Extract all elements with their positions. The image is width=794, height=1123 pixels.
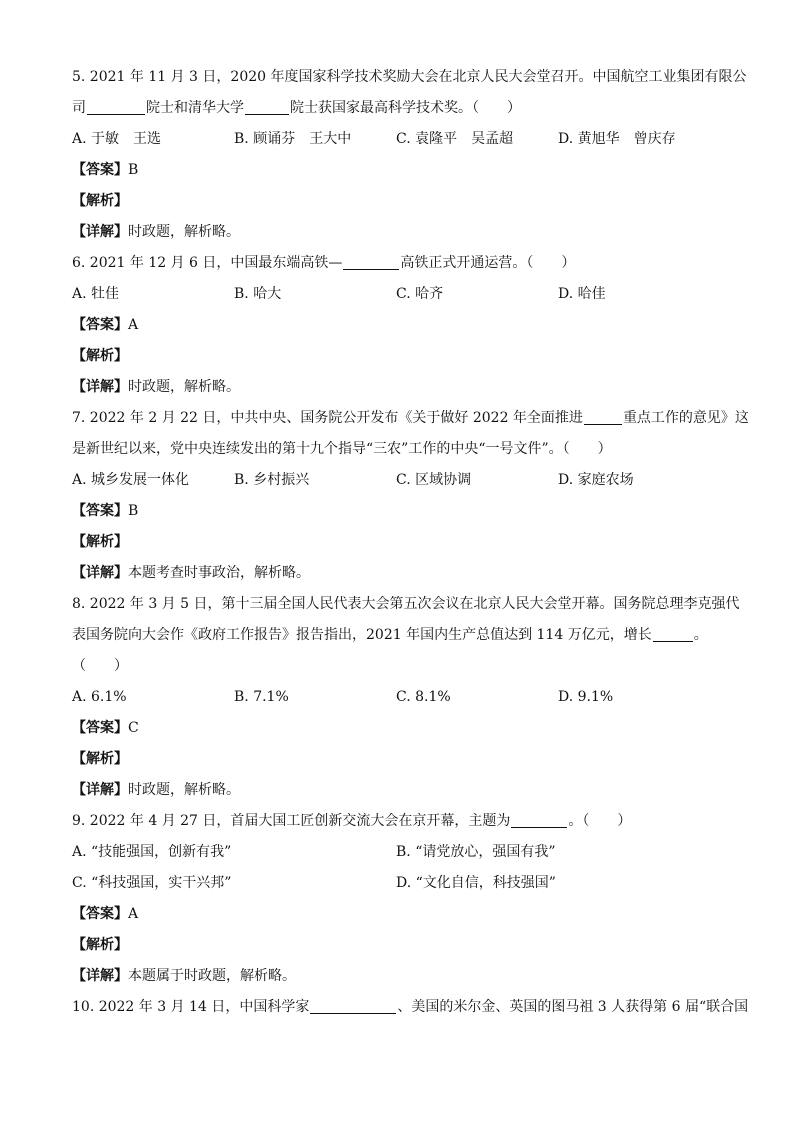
question-8-line-1: 8. 2022 年 3 月 5 日，第十三届全国人民代表大会第五次会议在北京人民大会堂开幕。国务院总理李克强代 (72, 596, 740, 612)
option-c: C. 袁隆平 吴孟超 (396, 131, 514, 147)
analysis-line: 【解析】 (72, 193, 128, 209)
option-d: D. 黄旭华 曾庆存 (558, 131, 676, 147)
question-9-options-row-1 (72, 837, 724, 868)
question-5-line-1: 5. 2021 年 11 月 3 日，2020 年度国家科学技术奖励大会在北京人民大会堂召开。中国航空工业集团有限公 (72, 69, 747, 85)
document-page (72, 62, 749, 1023)
blank (310, 997, 396, 1014)
option-a: A. 牡佳 (72, 286, 120, 302)
analysis-line: 【解析】 (72, 937, 128, 953)
analysis-line: 【解析】 (72, 534, 128, 550)
option-b: B. “请党放心，强国有我” (396, 844, 556, 860)
question-7-line-1: 7. 2022 年 2 月 22 日，中共中央、国务院公开发布《关于做好 2022 年全面推进 重点工作的意见》这 (72, 410, 749, 426)
question-8-line-2: 表国务院向大会作《政府工作报告》报告指出，2021 年国内生产总值达到 114 万亿元，增长 。 (72, 627, 708, 643)
blank (653, 625, 693, 642)
option-d: D. 哈佳 (558, 286, 606, 302)
option-b: B. 7.1% (234, 689, 289, 705)
detail-line: 【详解】时政题，解析略。 (72, 782, 240, 798)
question-7-options (72, 465, 724, 496)
question-6-line-1: 6. 2021 年 12 月 6 日，中国最东端高铁— 高铁正式开通运营。（ ） (72, 255, 576, 271)
blank (343, 253, 399, 270)
question-6-options (72, 279, 724, 310)
option-d: D. 9.1% (558, 689, 614, 705)
blank (245, 98, 289, 115)
option-c: C. “科技强国，实干兴邦” (72, 875, 232, 891)
blank (511, 811, 567, 828)
answer-line: 【答案】A (72, 906, 139, 922)
question-7-line-2: 是新世纪以来，党中央连续发出的第十九个指导“三农”工作的中央“一号文件”。（ ） (72, 441, 612, 457)
option-c: C. 哈齐 (396, 286, 444, 302)
answer-line: 【答案】B (72, 162, 139, 178)
option-a: A. 城乡发展一体化 (72, 472, 190, 488)
question-5-line-2: 司 院士和清华大学 院士获国家最高科学技术奖。（ ） (72, 100, 521, 116)
option-b: B. 顾诵芬 王大中 (234, 131, 352, 147)
analysis-line: 【解析】 (72, 348, 128, 364)
option-a: A. 于敏 王选 (72, 131, 162, 147)
option-d: D. 家庭农场 (558, 472, 634, 488)
question-10-line-1: 10. 2022 年 3 月 14 日，中国科学家 、美国的米尔金、英国的图马祖 3 人获得第 6 届“联合国 (72, 999, 749, 1015)
question-9-line-1: 9. 2022 年 4 月 27 日，首届大国工匠创新交流大会在京开幕，主题为 。（ ） (72, 813, 632, 829)
blank (87, 98, 145, 115)
option-d: D. “文化自信，科技强国” (396, 875, 556, 891)
detail-line: 【详解】本题考查时事政治，解析略。 (72, 565, 310, 581)
question-5-options (72, 124, 724, 155)
option-c: C. 8.1% (396, 689, 451, 705)
option-b: B. 乡村振兴 (234, 472, 310, 488)
option-a: A. “技能强国，创新有我” (72, 844, 232, 860)
answer-line: 【答案】B (72, 503, 139, 519)
analysis-line: 【解析】 (72, 751, 128, 767)
question-8-options (72, 682, 724, 713)
option-b: B. 哈大 (234, 286, 282, 302)
option-a: A. 6.1% (72, 689, 127, 705)
answer-line: 【答案】C (72, 720, 139, 736)
answer-line: 【答案】A (72, 317, 139, 333)
option-c: C. 区域协调 (396, 472, 472, 488)
question-8-line-3: （ ） (72, 658, 128, 674)
detail-line: 【详解】时政题，解析略。 (72, 379, 240, 395)
detail-line: 【详解】本题属于时政题，解析略。 (72, 968, 296, 984)
blank (584, 408, 622, 425)
detail-line: 【详解】时政题，解析略。 (72, 224, 240, 240)
question-9-options-row-2 (72, 868, 724, 899)
